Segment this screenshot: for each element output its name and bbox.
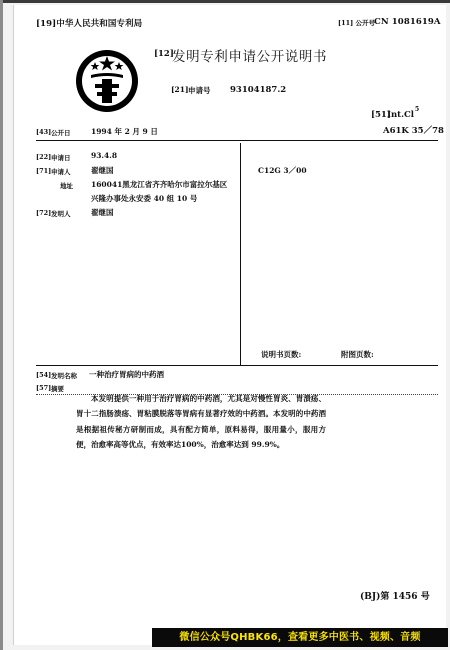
publication-date-label: 公开日	[51, 129, 71, 137]
filing-date: 93.4.8	[91, 151, 118, 160]
column-divider	[240, 143, 241, 365]
publication-number: CN 1081619A	[374, 17, 441, 27]
middle-rule	[36, 365, 438, 366]
address-label: 地址	[60, 182, 73, 190]
document-serial-number: (BJ)第 1456 号	[360, 592, 430, 602]
viewer-left-scrollbar[interactable]	[0, 0, 3, 650]
inventor-label: 发明人	[51, 210, 71, 218]
spec-pages-label: 说明书页数:	[261, 350, 302, 359]
filing-date-code: [22]	[36, 153, 52, 161]
publication-number-label: [11] 公开号	[338, 19, 375, 27]
abstract-label: 摘要	[51, 385, 64, 393]
applicant-label: 申请人	[51, 168, 71, 176]
classification-edition: 5	[415, 106, 420, 113]
inventor-name: 翟继国	[91, 208, 114, 217]
abstract-code: [57]	[36, 384, 52, 392]
publication-date-code: [43]	[36, 128, 52, 136]
document-title: 发明专利申请公开说明书	[172, 49, 328, 65]
classification-primary: A61K 35／78	[383, 126, 444, 136]
publication-date: 1994 年 2 月 9 日	[91, 127, 158, 136]
application-code: [21]	[171, 85, 189, 94]
application-label: 申请号	[188, 86, 211, 95]
country-header: [19]中华人民共和国专利局	[36, 19, 143, 29]
application-number: 93104187.2	[230, 85, 287, 95]
classification-secondary: C12G 3／00	[258, 166, 307, 175]
header-rule	[36, 140, 438, 141]
window-top-edge	[0, 0, 450, 3]
filing-date-label: 申请日	[51, 154, 71, 162]
wechat-promo-banner: 微信公众号QHBK66，查看更多中医书、视频、音频	[152, 628, 448, 647]
document-page	[13, 5, 446, 645]
drawing-pages-label: 附图页数:	[341, 350, 374, 359]
address-line-2: 兴隆办事处永安委 40 组 10 号	[91, 194, 198, 203]
applicant-name: 翟继国	[91, 166, 114, 175]
invention-name: 一种治疗胃病的中药酒	[89, 370, 164, 379]
applicant-code: [71]	[36, 167, 52, 175]
inventor-code: [72]	[36, 209, 52, 217]
abstract-text: 本发明提供一种用于治疗胃病的中药酒，尤其是对慢性胃炎、胃溃疡、胃十二指肠溃疡、胃粘膜脱落等胃病有显著疗效的中药酒。本发明的中药酒是根据祖传秘方研制而成，具有配方简单，原料易得，服用量小，服用方便，治愈率高等优点，有效率达100%，治愈率达到 99.9%。	[76, 394, 326, 450]
classification-label: Int.Cl	[387, 110, 415, 120]
classification-code: [51]	[371, 110, 391, 120]
invention-name-label: 发明名称	[51, 372, 77, 380]
invention-name-code: [54]	[36, 371, 52, 379]
title-code: [12]	[154, 49, 174, 59]
address-line-1: 160041黑龙江省齐齐哈尔市富拉尔基区	[91, 180, 228, 189]
patent-office-emblem-icon	[74, 48, 140, 114]
